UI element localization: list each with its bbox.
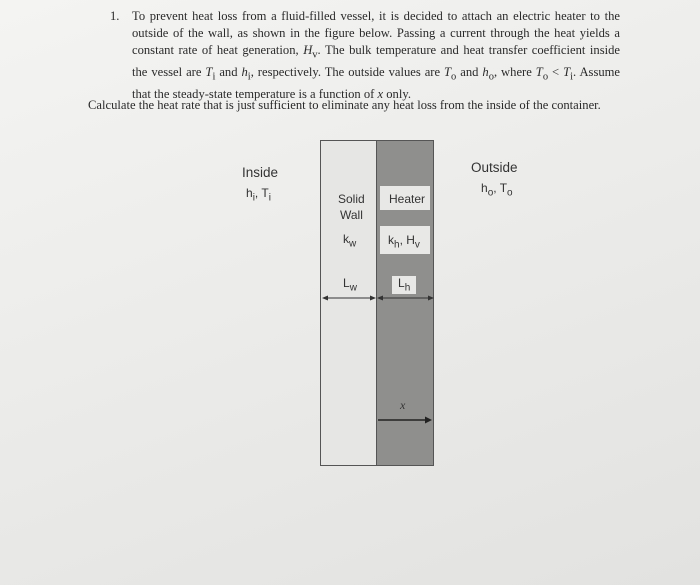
x-axis-arrow-head: [425, 417, 432, 424]
question-text: Calculate the heat rate that is just sufficient to eliminate any heat loss from the inside of the container.: [88, 98, 601, 112]
inside-label: Inside: [242, 165, 279, 180]
inside-params: $h_i$, $T_i$: [246, 186, 271, 204]
outside-params: $h_o$, $T_o$: [481, 181, 513, 199]
heater-thickness-label: $L_h$: [398, 276, 411, 294]
wall-thickness-label: $L_w$: [343, 276, 357, 294]
outside-label: Outside: [471, 160, 518, 175]
wall-conductivity: $k_w$: [343, 232, 357, 250]
heater-arrow-left-head: [377, 296, 383, 301]
solid-label: Solid: [338, 192, 365, 206]
wall-arrow-left-head: [322, 296, 328, 301]
heater-properties: $k_h$, $H_v$: [388, 233, 420, 251]
problem-paragraph: To prevent heat loss from a fluid-filled vessel, it is decided to attach an electric heater to the outside of the wall, as shown in the figure below. Passing a current through the heat yields a constant rate of heat generation, $H_v$. The bulk temperature and heat transfer coefficient inside the vessel are $T_i$ and $h_i$, respectively. The outside values are $T_o$ and $h_o$, where $T_o < T_i$. Assume that the steady-state temperature is a function of x only.: [132, 9, 621, 102]
wall-label: Wall: [340, 208, 363, 222]
problem-number: 1.: [110, 9, 120, 23]
wall-arrow-right-head: [370, 296, 376, 301]
x-axis-label: x: [400, 398, 406, 412]
heater-arrow-right-head: [428, 296, 434, 301]
heater-label: Heater: [389, 192, 426, 206]
